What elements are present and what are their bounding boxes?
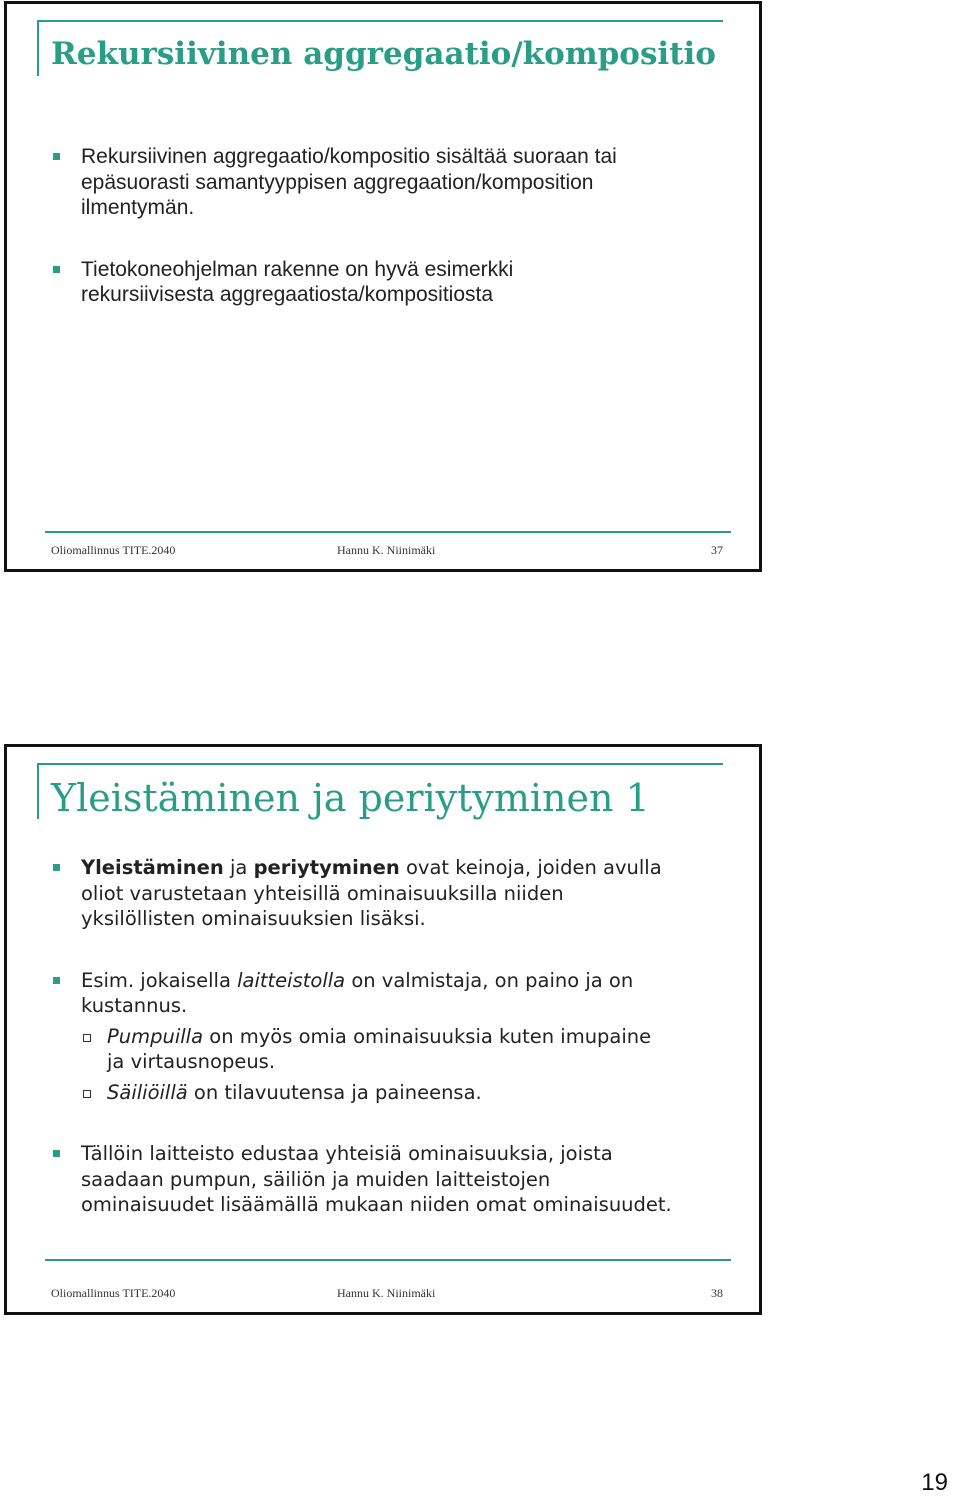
hollow-square-bullet-icon [83,1034,91,1042]
square-bullet-icon [53,977,60,984]
bullet-item: Yleistäminen ja periytyminen ovat keinoja, joiden avulla oliot varustetaan yhteisillä ominaisuuksilla niiden yksilöllisten ominaisuuksien lisäksi. [51,855,731,932]
square-bullet-icon [53,1150,60,1157]
slide-37 [4,1,762,572]
footer-rule [45,531,731,533]
square-bullet-icon [53,153,60,160]
slide-38 [4,744,762,1315]
bullet-item: Esim. jokaisella laitteistolla on valmistaja, on paino ja on kustannus. [51,968,731,1019]
footer-rule [45,1259,731,1261]
page-number: 19 [921,1469,948,1496]
footer-author: Hannu K. Niinimäki [337,543,436,557]
footer-course: Oliomallinnus TITE.2040 [51,1286,176,1300]
slide-title: Yleistäminen ja periytyminen 1 [51,776,650,820]
slide-number: 38 [711,1286,723,1300]
slide-number: 37 [711,543,723,557]
bullet-item: Rekursiivinen aggregaatio/kompositio sisältää suoraan tai epäsuorasti samantyyppisen aggregaation/komposition ilmentymän. [51,144,731,221]
hollow-square-bullet-icon [83,1090,91,1098]
square-bullet-icon [53,864,60,871]
bullet-item: Tällöin laitteisto edustaa yhteisiä ominaisuuksia, joista saadaan pumpun, säiliön ja muiden laitteistojen ominaisuudet lisäämällä mukaan niiden omat ominaisuudet. [51,1141,731,1218]
slide-title: Rekursiivinen aggregaatio/kompositio [51,36,716,72]
bullet-list [51,855,731,1218]
bullet-item: Tietokoneohjelman rakenne on hyvä esimerkki rekursiivisesta aggregaatiosta/kompositiosta [51,257,731,308]
title-rule [37,763,723,765]
sub-bullet-item: Pumpuilla on myös omia ominaisuuksia kuten imupaine ja virtausnopeus. [51,1024,731,1075]
square-bullet-icon [53,266,60,273]
bullet-list [51,144,731,308]
footer-course: Oliomallinnus TITE.2040 [51,543,176,557]
footer-author: Hannu K. Niinimäki [337,1286,436,1300]
title-accent-line [37,763,39,819]
title-accent-line [37,20,39,76]
title-rule [37,20,723,22]
sub-bullet-item: Säiliöillä on tilavuutensa ja paineensa. [51,1080,731,1106]
